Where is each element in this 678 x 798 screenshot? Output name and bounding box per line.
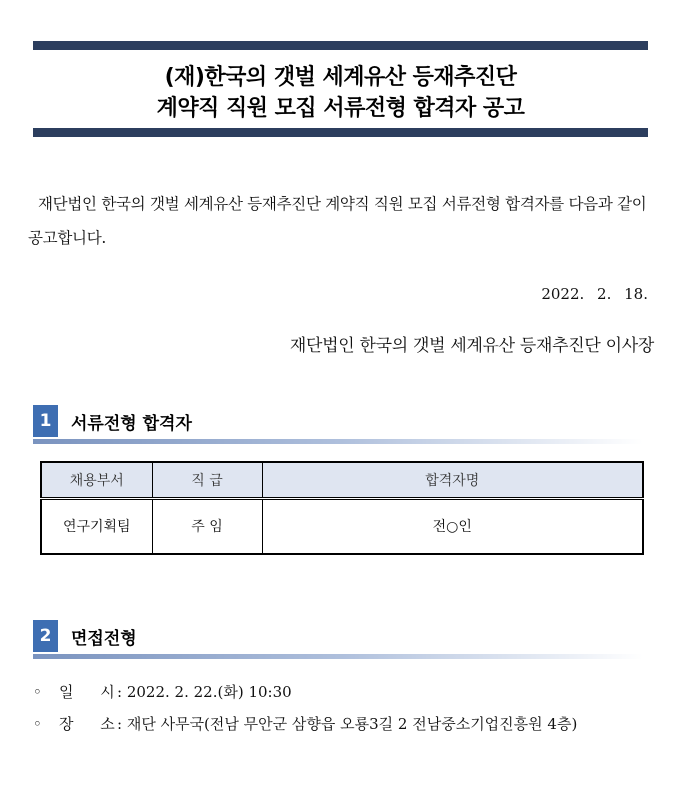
info-value: 2022. 2. 22.(화) 10:30 xyxy=(126,683,292,701)
document-title-line2: 계약직 직원 모집 서류전형 합격자 공고 xyxy=(156,96,525,121)
cell-position: 주 임 xyxy=(152,498,262,554)
issuing-organization: 재단법인 한국의 갯벌 세계유산 등재추진단 이사장 xyxy=(289,336,654,356)
column-header-position: 직 급 xyxy=(152,462,262,498)
bullet-mark: ◦ xyxy=(33,683,42,701)
section-number-badge: 1 xyxy=(33,405,58,437)
info-separator: : xyxy=(117,715,123,733)
bullet-mark: ◦ xyxy=(33,715,42,733)
result-table xyxy=(40,461,644,555)
document-title-line1: (재)한국의 갯벌 세계유산 등재추진단 xyxy=(164,65,517,90)
cell-name: 전○인 xyxy=(262,498,643,554)
section-underline xyxy=(33,439,643,444)
info-label: 일 시 xyxy=(59,683,115,701)
section-header-2 xyxy=(33,620,643,652)
section-title: 면접전형 xyxy=(71,629,137,649)
interview-datetime xyxy=(33,681,292,702)
table-header-row xyxy=(41,462,643,498)
info-label: 장 소 xyxy=(59,715,115,733)
column-header-department: 채용부서 xyxy=(41,462,152,498)
info-separator: : xyxy=(117,683,123,701)
section-number-badge: 2 xyxy=(33,620,58,652)
announcement-date: 2022. 2. 18. xyxy=(541,285,648,303)
column-header-name: 합격자명 xyxy=(262,462,643,498)
bottom-rule xyxy=(33,128,648,137)
top-rule xyxy=(33,41,648,50)
intro-paragraph: 재단법인 한국의 갯벌 세계유산 등재추진단 계약직 직원 모집 서류전형 합격자를 다음과 같이 공고합니다. xyxy=(28,195,647,247)
info-value: 재단 사무국(전남 무안군 삼향읍 오룡3길 2 전남중소기업진흥원 4층) xyxy=(126,715,578,733)
interview-location xyxy=(33,713,577,734)
section-title: 서류전형 합격자 xyxy=(71,414,192,434)
section-header-1 xyxy=(33,405,643,437)
table-row xyxy=(41,498,643,554)
section-underline xyxy=(33,654,643,659)
cell-department: 연구기획팀 xyxy=(41,498,152,554)
